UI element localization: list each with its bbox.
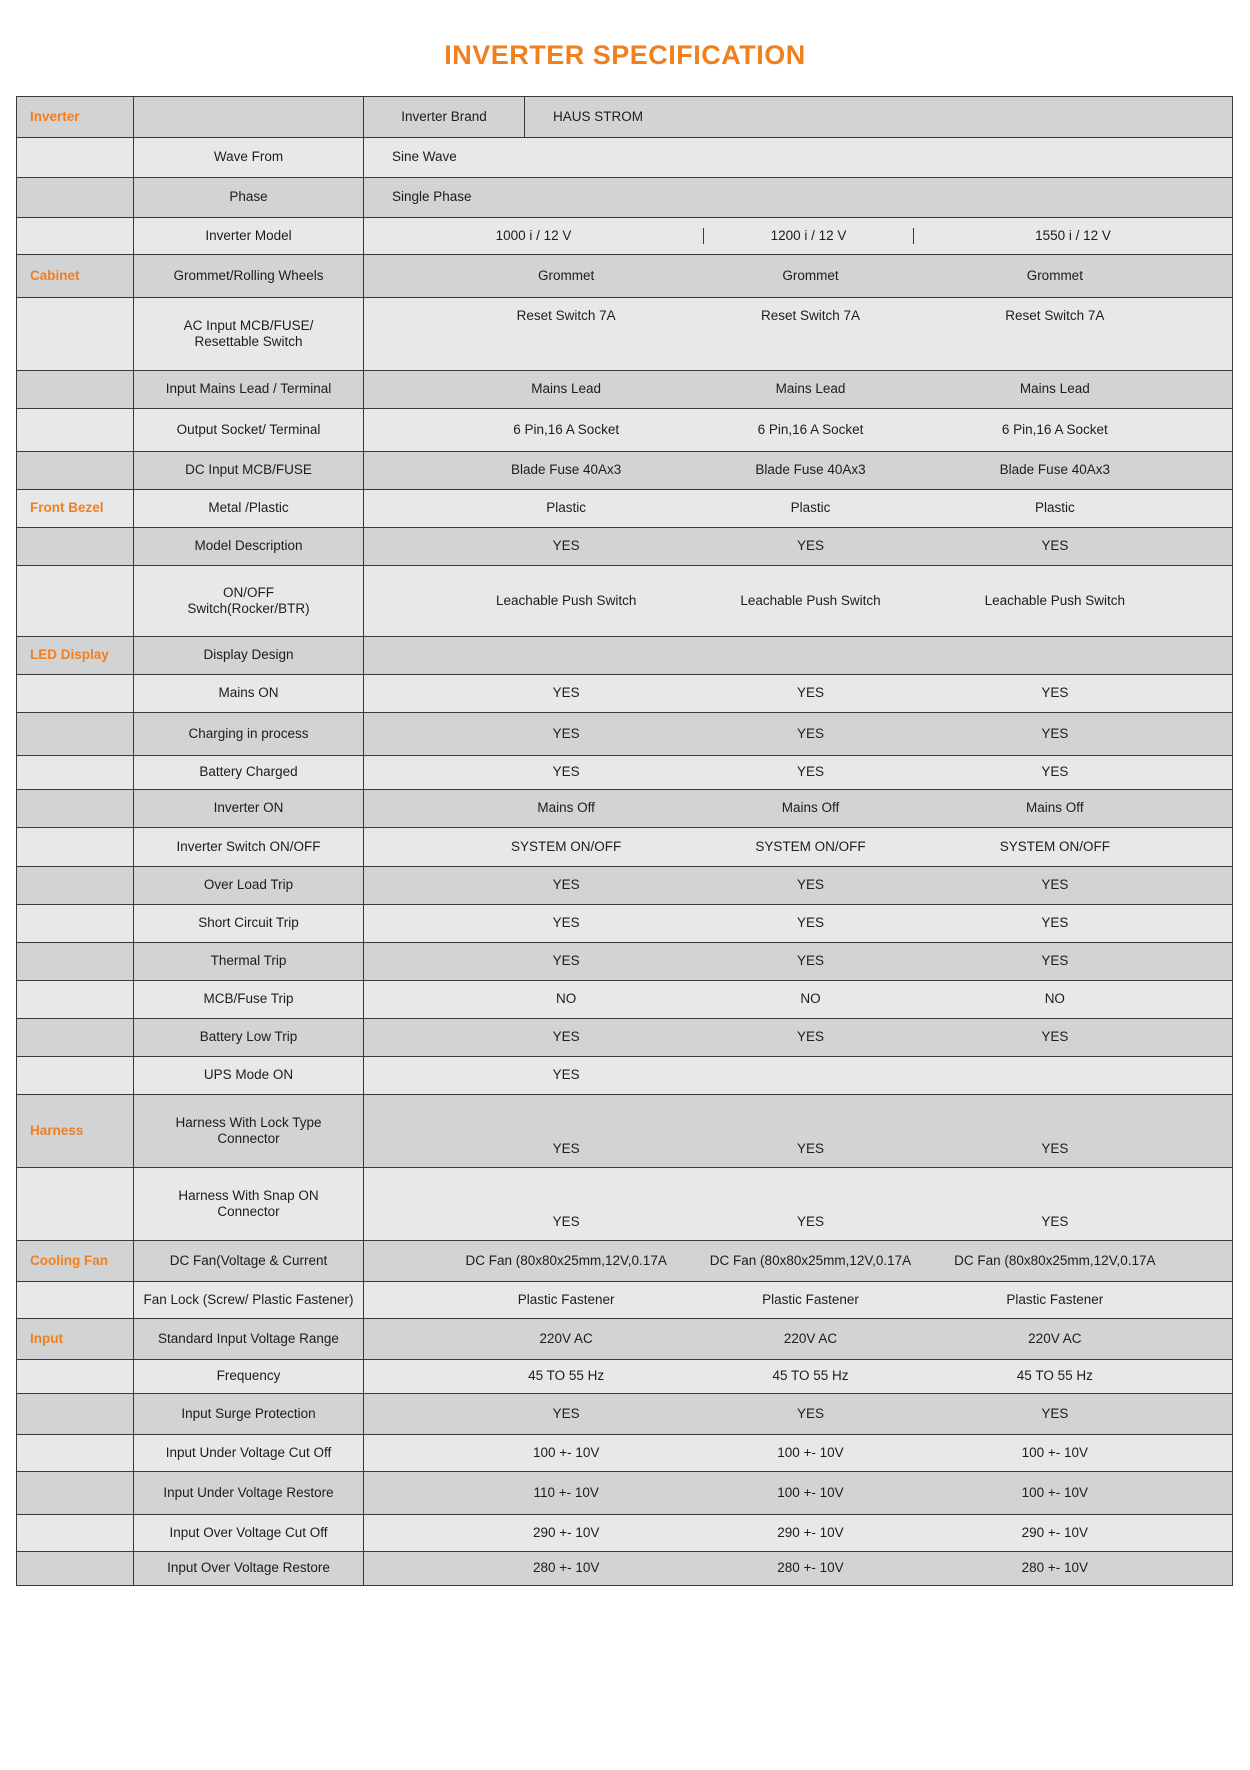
spec-value: YES <box>1041 764 1069 780</box>
spec-values <box>364 452 1233 490</box>
spec-label: Short Circuit Trip <box>134 905 364 943</box>
spec-value: SYSTEM ON/OFF <box>511 838 622 854</box>
spec-value: YES <box>796 915 824 931</box>
spec-value: 45 TO 55 Hz <box>528 1368 605 1384</box>
spec-values <box>364 1394 1233 1435</box>
table-row <box>17 528 1233 566</box>
spec-value: YES <box>796 1140 824 1156</box>
spec-value: Plastic <box>1034 500 1075 516</box>
spec-label: Phase <box>134 178 364 218</box>
spec-values <box>364 1435 1233 1472</box>
spec-values <box>364 409 1233 452</box>
spec-value: YES <box>552 764 580 780</box>
table-row <box>17 371 1233 409</box>
spec-label: Input Under Voltage Cut Off <box>134 1435 364 1472</box>
spec-label: Battery Charged <box>134 756 364 790</box>
spec-label: Input Over Voltage Cut Off <box>134 1515 364 1552</box>
spec-values <box>364 1019 1233 1057</box>
spec-values <box>364 371 1233 409</box>
spec-label: DC Fan(Voltage & Current <box>134 1241 364 1282</box>
section-label <box>17 452 134 490</box>
spec-label: Battery Low Trip <box>134 1019 364 1057</box>
spec-label: UPS Mode ON <box>134 1057 364 1095</box>
section-label <box>17 1435 134 1472</box>
spec-label: Metal /Plastic <box>134 490 364 528</box>
section-label <box>17 1552 134 1586</box>
section-label <box>17 138 134 178</box>
model-value: 1000 i / 12 V <box>364 228 704 244</box>
spec-label: Input Over Voltage Restore <box>134 1552 364 1586</box>
section-label: Inverter <box>17 97 134 138</box>
spec-value: 100 +- 10V <box>777 1444 844 1460</box>
spec-values <box>364 528 1233 566</box>
table-row <box>17 1319 1233 1360</box>
table-row <box>17 828 1233 867</box>
table-row <box>17 218 1233 255</box>
table-row <box>17 1241 1233 1282</box>
spec-label: MCB/Fuse Trip <box>134 981 364 1019</box>
spec-value: Blade Fuse 40Ax3 <box>511 462 622 478</box>
spec-values <box>364 566 1233 637</box>
section-label <box>17 1057 134 1095</box>
spec-values <box>364 713 1233 756</box>
section-label <box>17 981 134 1019</box>
spec-value: Mains Lead <box>775 381 846 397</box>
spec-values <box>364 1360 1233 1394</box>
spec-values <box>364 1057 1233 1095</box>
spec-value: Single Phase <box>364 178 1233 218</box>
spec-value: YES <box>552 877 580 893</box>
table-row <box>17 1394 1233 1435</box>
spec-label: Charging in process <box>134 713 364 756</box>
spec-value: Leachable Push Switch <box>495 593 637 608</box>
table-row <box>17 981 1233 1019</box>
section-label: Harness <box>17 1095 134 1168</box>
section-label <box>17 178 134 218</box>
spec-values <box>364 867 1233 905</box>
spec-value: YES <box>552 538 580 554</box>
spec-value: Sine Wave <box>364 138 1233 178</box>
spec-value: 100 +- 10V <box>777 1484 844 1500</box>
spec-value <box>444 637 688 674</box>
table-row <box>17 255 1233 298</box>
table-row <box>17 790 1233 828</box>
spec-value: 290 +- 10V <box>777 1524 844 1540</box>
spec-value: YES <box>1041 538 1069 554</box>
spec-value: NO <box>800 991 821 1007</box>
table-row <box>17 1360 1233 1394</box>
spec-value: YES <box>1041 1029 1069 1045</box>
table-row <box>17 566 1233 637</box>
table-row <box>17 298 1233 371</box>
section-label: Cabinet <box>17 255 134 298</box>
spec-value: YES <box>1041 725 1069 741</box>
spec-value: 6 Pin,16 A Socket <box>513 421 620 437</box>
spec-label: Inverter ON <box>134 790 364 828</box>
section-label: Front Bezel <box>17 490 134 528</box>
section-label <box>17 1394 134 1435</box>
spec-value: YES <box>1041 1405 1069 1421</box>
spec-value: Reset Switch 7A <box>760 308 861 323</box>
table-row <box>17 490 1233 528</box>
section-label <box>17 1472 134 1515</box>
spec-label: Harness With Lock Type Connector <box>134 1095 364 1168</box>
spec-label: Inverter Model <box>134 218 364 255</box>
spec-label: Over Load Trip <box>134 867 364 905</box>
section-label: Input <box>17 1319 134 1360</box>
spec-label: Fan Lock (Screw/ Plastic Fastener) <box>134 1282 364 1319</box>
spec-value: 6 Pin,16 A Socket <box>757 421 864 437</box>
spec-values <box>364 1515 1233 1552</box>
model-cell <box>364 218 1233 255</box>
table-row <box>17 1019 1233 1057</box>
spec-label: DC Input MCB/FUSE <box>134 452 364 490</box>
table-row <box>17 675 1233 713</box>
spec-value: Reset Switch 7A <box>1005 308 1105 323</box>
page-title: INVERTER SPECIFICATION <box>444 40 806 70</box>
spec-label: Input Surge Protection <box>134 1394 364 1435</box>
section-label <box>17 298 134 371</box>
spec-label: Output Socket/ Terminal <box>134 409 364 452</box>
section-label <box>17 1168 134 1241</box>
spec-value: Leachable Push Switch <box>984 593 1125 608</box>
spec-label: AC Input MCB/FUSE/ Resettable Switch <box>134 298 364 371</box>
table-row <box>17 1515 1233 1552</box>
spec-value: YES <box>1041 1213 1069 1229</box>
spec-value: SYSTEM ON/OFF <box>999 838 1110 854</box>
spec-value: 290 +- 10V <box>1021 1524 1089 1540</box>
section-label <box>17 1515 134 1552</box>
section-label <box>17 943 134 981</box>
spec-label: Mains ON <box>134 675 364 713</box>
spec-values <box>364 490 1233 528</box>
table-row <box>17 905 1233 943</box>
table-row <box>17 713 1233 756</box>
table-row <box>17 1095 1233 1168</box>
spec-values <box>364 756 1233 790</box>
spec-value: 280 +- 10V <box>777 1560 844 1576</box>
section-label <box>17 905 134 943</box>
section-label <box>17 528 134 566</box>
spec-value: Leachable Push Switch <box>740 593 881 608</box>
spec-values <box>364 675 1233 713</box>
spec-value: YES <box>552 1213 580 1229</box>
brand-value: HAUS STROM <box>553 108 644 124</box>
section-label: LED Display <box>17 637 134 675</box>
spec-value: YES <box>796 1213 824 1229</box>
spec-values <box>364 1472 1233 1515</box>
spec-label: ON/OFF Switch(Rocker/BTR) <box>134 566 364 637</box>
section-label <box>17 1360 134 1394</box>
spec-value: YES <box>552 725 580 741</box>
table-row <box>17 97 1233 138</box>
spec-values <box>364 255 1233 298</box>
spec-value: Plastic Fastener <box>517 1291 615 1307</box>
spec-label: Grommet/Rolling Wheels <box>134 255 364 298</box>
brand-cell <box>364 97 1233 138</box>
section-label <box>17 1019 134 1057</box>
table-row <box>17 1168 1233 1241</box>
spec-value: Plastic <box>790 500 831 516</box>
section-label <box>17 566 134 637</box>
spec-value: YES <box>796 1405 824 1421</box>
spec-value: Mains Lead <box>531 381 602 397</box>
spec-value: YES <box>796 1029 824 1045</box>
spec-label: Frequency <box>134 1360 364 1394</box>
spec-value: YES <box>796 725 824 741</box>
spec-value: Grommet <box>782 267 839 283</box>
spec-value: 6 Pin,16 A Socket <box>1001 421 1108 437</box>
table-row <box>17 1057 1233 1095</box>
spec-values <box>364 905 1233 943</box>
spec-values <box>364 828 1233 867</box>
spec-value <box>688 1057 932 1094</box>
spec-value: 45 TO 55 Hz <box>1016 1368 1093 1384</box>
table-row <box>17 756 1233 790</box>
model-value: 1200 i / 12 V <box>704 228 914 244</box>
table-row <box>17 452 1233 490</box>
spec-value: DC Fan (80x80x25mm,12V,0.17A <box>954 1252 1156 1268</box>
spec-value: YES <box>552 1140 580 1156</box>
spec-values <box>364 1168 1233 1241</box>
spec-value: Mains Off <box>537 800 595 816</box>
table-row <box>17 1472 1233 1515</box>
spec-value: YES <box>552 1029 580 1045</box>
spec-value <box>688 637 932 674</box>
spec-value: YES <box>1041 877 1069 893</box>
table-row <box>17 138 1233 178</box>
table-row <box>17 1435 1233 1472</box>
spec-value: Mains Off <box>1026 800 1084 816</box>
spec-label: Model Description <box>134 528 364 566</box>
spec-label: Input Mains Lead / Terminal <box>134 371 364 409</box>
spec-value: NO <box>1044 991 1065 1007</box>
spec-label: Input Under Voltage Restore <box>134 1472 364 1515</box>
spec-label: Wave From <box>134 138 364 178</box>
spec-value: YES <box>1041 1140 1069 1156</box>
spec-value: Blade Fuse 40Ax3 <box>755 462 866 478</box>
table-row <box>17 409 1233 452</box>
table-row <box>17 1282 1233 1319</box>
spec-value: Reset Switch 7A <box>516 308 616 323</box>
spec-value: YES <box>552 953 580 969</box>
spec-label: Thermal Trip <box>134 943 364 981</box>
spec-value: YES <box>796 764 824 780</box>
table-row <box>17 867 1233 905</box>
spec-values <box>364 1319 1233 1360</box>
spec-value: YES <box>796 538 824 554</box>
spec-value: 45 TO 55 Hz <box>772 1368 849 1384</box>
spec-values <box>364 1095 1233 1168</box>
spec-value: Grommet <box>1026 267 1083 283</box>
spec-values <box>364 1282 1233 1319</box>
spec-values <box>364 1552 1233 1586</box>
spec-label: Display Design <box>134 637 364 675</box>
section-label <box>17 1282 134 1319</box>
spec-value: YES <box>552 1067 580 1083</box>
spec-values <box>364 981 1233 1019</box>
section-label <box>17 218 134 255</box>
spec-value: YES <box>796 953 824 969</box>
spec-value: 220V AC <box>1028 1330 1082 1346</box>
section-label: Cooling Fan <box>17 1241 134 1282</box>
spec-values <box>364 943 1233 981</box>
spec-value: Mains Lead <box>1019 381 1090 397</box>
spec-values <box>364 1241 1233 1282</box>
section-label <box>17 409 134 452</box>
spec-value: Grommet <box>538 267 595 283</box>
spec-value: Mains Off <box>781 800 840 816</box>
spec-value: DC Fan (80x80x25mm,12V,0.17A <box>709 1252 912 1268</box>
spec-value: 100 +- 10V <box>1021 1484 1089 1500</box>
spec-value: YES <box>796 685 824 701</box>
spec-value: YES <box>552 915 580 931</box>
spec-value: 280 +- 10V <box>1021 1560 1089 1576</box>
spec-value: YES <box>796 877 824 893</box>
section-label <box>17 371 134 409</box>
spec-value: YES <box>552 1405 580 1421</box>
spec-value: 110 +- 10V <box>533 1484 599 1500</box>
section-label <box>17 828 134 867</box>
spec-value: YES <box>552 685 580 701</box>
spec-value: Plastic <box>546 500 587 516</box>
spec-value: 280 +- 10V <box>532 1560 600 1576</box>
section-label <box>17 756 134 790</box>
section-label <box>17 713 134 756</box>
spec-value: SYSTEM ON/OFF <box>755 838 866 854</box>
spec-value: 100 +- 10V <box>532 1444 600 1460</box>
section-label <box>17 790 134 828</box>
spec-value: NO <box>556 991 577 1007</box>
spec-values <box>364 637 1233 675</box>
spec-value: YES <box>1041 915 1069 931</box>
spec-value: DC Fan (80x80x25mm,12V,0.17A <box>465 1252 667 1268</box>
spec-value: YES <box>1041 685 1069 701</box>
table-row <box>17 1552 1233 1586</box>
table-row <box>17 637 1233 675</box>
spec-label <box>134 97 364 138</box>
spec-label: Standard Input Voltage Range <box>134 1319 364 1360</box>
brand-label: Inverter Brand <box>364 97 525 137</box>
spec-table <box>16 96 1233 1586</box>
spec-value: 100 +- 10V <box>1021 1444 1089 1460</box>
table-row <box>17 178 1233 218</box>
spec-label: Inverter Switch ON/OFF <box>134 828 364 867</box>
spec-value <box>933 1057 1177 1094</box>
spec-value: Plastic Fastener <box>762 1291 859 1307</box>
section-label <box>17 675 134 713</box>
spec-label: Harness With Snap ON Connector <box>134 1168 364 1241</box>
model-value: 1550 i / 12 V <box>1035 227 1111 243</box>
spec-value: 220V AC <box>539 1330 593 1346</box>
spec-value: Plastic Fastener <box>1006 1291 1104 1307</box>
section-label <box>17 867 134 905</box>
spec-value: 290 +- 10V <box>532 1524 600 1540</box>
spec-value: YES <box>1041 953 1069 969</box>
spec-values <box>364 298 1233 371</box>
spec-value: Blade Fuse 40Ax3 <box>999 462 1110 478</box>
spec-value: 220V AC <box>783 1330 838 1346</box>
table-row <box>17 943 1233 981</box>
spec-value <box>933 637 1177 674</box>
spec-values <box>364 790 1233 828</box>
